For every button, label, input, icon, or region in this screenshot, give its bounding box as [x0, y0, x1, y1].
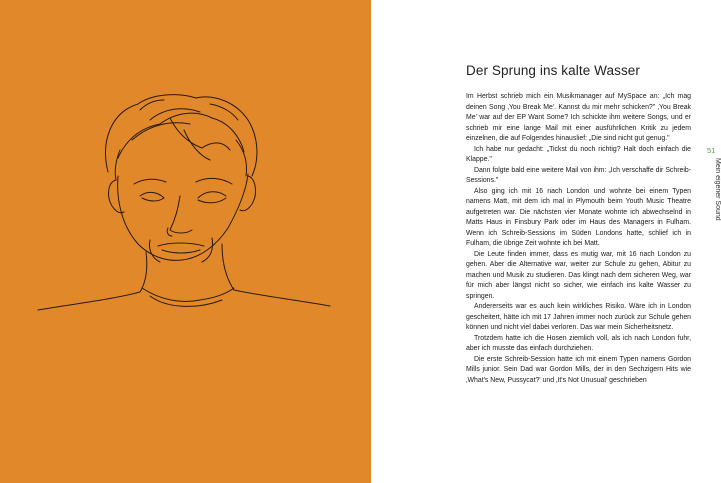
body-text	[466, 92, 691, 386]
paragraph: Im Herbst schrieb mich ein Musikmanager auf MySpace an: „Ich mag deinen Song ‚You Break Me'. Kannst du mir mehr schicken?" ‚You Break Me' war auf der EP Want Some? Ich schickte ihm weitere Songs, und er schrieb mir eine lange Mail mit einer ausführlichen Kritik zu jedem einzelnen, die auf Folgendes hinauslief: „Die sind nicht gut genug."	[466, 93, 691, 142]
paragraph: Trotzdem hatte ich die Hosen ziemlich voll, als ich nach London fuhr, aber ich musste das einfach durchziehen.	[466, 334, 691, 352]
running-head: Mein eigener Sound	[714, 158, 721, 221]
paragraph: Die erste Schreib-Session hatte ich mit einem Typen namens Gordon Mills junior. Sein Dad war Gordon Mills, der in den Sechzigern Hits wie ‚What's New, Pussycat?' und ‚It's Not Unusual' geschrieben	[466, 355, 691, 384]
chapter-title: Der Sprung ins kalte Wasser	[466, 63, 641, 78]
text-page	[371, 0, 720, 483]
paragraph: Andererseits war es auch kein wirkliches Risiko. Wäre ich in London gescheitert, hätte ich mit 17 Jahren immer noch zurück zur Schule gehen können und nicht viel dabei verloren. Das war mein Sicherheitsnetz.	[466, 303, 691, 331]
paragraph: Dann folgte bald eine weitere Mail von ihm: „Ich verschaffe dir Schreib-Sessions."	[466, 166, 691, 184]
paragraph: Die Leute finden immer, dass es mutig war, mit 16 nach London zu gehen. Aber die Alternative war, weiter zur Schule zu gehen, Abitur zu machen und Musik zu studieren. Das klingt nach dem sicheren Weg, war für mich aber längst nicht so sicher, wie einfach ins kalte Wasser zu springen.	[466, 250, 691, 300]
paragraph: Also ging ich mit 16 nach London und wohnte bei einem Typen namens Matt, mit dem ich mal in Plymouth beim Youth Music Theatre aufgetreten war. Die nächsten vier Monate wohnte ich abwechselnd in Matts Haus in Finsbury Park oder im Haus des Managers in Fulham. Wenn ich Schreib-Sessions im Süden Londons hatte, schlief ich in Fulham, die übrige Zeit wohnte ich bei Matt.	[466, 187, 691, 247]
page-number: 51	[707, 146, 716, 155]
paragraph: Ich habe nur gedacht: „Tickst du noch richtig? Halt doch einfach die Klappe."	[466, 145, 691, 163]
